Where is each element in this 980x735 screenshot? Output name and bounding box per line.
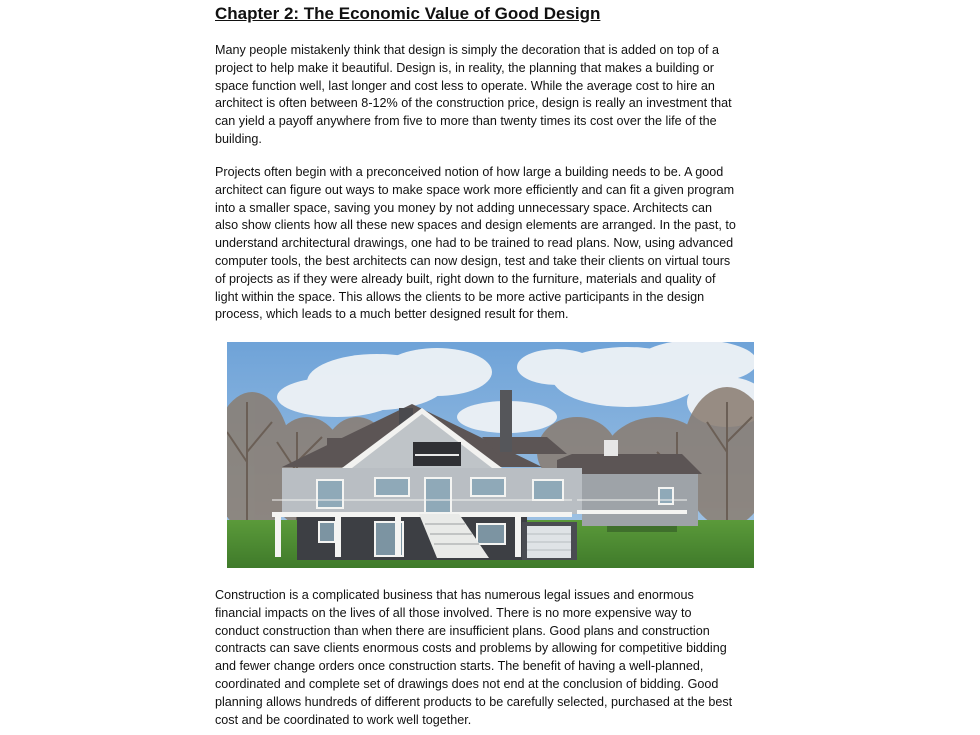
text-line: light within the space. This allows the clients to be more active participants in the design <box>215 289 705 304</box>
house-rendering-image <box>227 342 754 568</box>
text-line: into a smaller space, saving you money by not adding unnecessary space. Architects can <box>215 200 713 215</box>
text-line: conduct construction than when there are insufficient plans. Good plans and construction <box>215 623 710 638</box>
text-line: project to help make it beautiful. Design is, in reality, the planning that makes a building or <box>215 60 714 75</box>
text-line: Construction is a complicated business that has numerous legal issues and enormous <box>215 588 694 602</box>
text-line: financial impacts on the lives of all those involved. There is no more expensive way to <box>215 605 692 620</box>
text-line: coordinated and complete set of drawings does not end at the conclusion of bidding. Good <box>215 676 719 691</box>
text-line: space function well, last longer and cost less to operate. While the average cost to hire an <box>215 78 715 93</box>
text-line: can yield a payoff anywhere from five to more than twenty times its cost over the life of the <box>215 114 717 129</box>
text-line: Projects often begin with a preconceived notion of how large a building needs to be. A good <box>215 165 724 179</box>
text-line: and fewer change orders once construction starts. The benefit of having a well-planned, <box>215 659 704 674</box>
text-line: process, which leads to a much better designed result for them. <box>215 307 569 322</box>
text-line: cost and be coordinated to work well together. <box>215 712 472 727</box>
paragraph-2 <box>215 164 767 324</box>
paragraph-3 <box>215 587 767 729</box>
text-line: computer tools, the best architects can now design, test and take their clients on virtual tours <box>215 253 731 268</box>
text-line: planning allows hundreds of different products to be carefully selected, purchased at the best <box>215 694 733 709</box>
text-line: architect can figure out ways to make space work more efficiently and can fit a given program <box>215 182 735 197</box>
house-illustration <box>227 342 754 568</box>
text-line: architect is often between 8-12% of the construction price, design is really an investment that <box>215 96 732 111</box>
chapter-title: Chapter 2: The Economic Value of Good Design <box>215 4 601 23</box>
paragraph-1 <box>215 42 767 149</box>
text-line: of projects as if they were already built, right down to the furniture, materials and quality of <box>215 271 716 286</box>
text-line: contracts can save clients enormous costs and problems by allowing for competitive bidding <box>215 641 727 656</box>
text-line: also show clients how all these new spaces and design elements are arranged. In the past, to <box>215 218 736 233</box>
text-line: building. <box>215 131 262 146</box>
chimney <box>500 390 512 452</box>
text-line: Many people mistakenly think that design is simply the decoration that is added on top of a <box>215 43 720 57</box>
text-line: understand architectural drawings, one had to be trained to read plans. Now, using advanced <box>215 236 734 251</box>
